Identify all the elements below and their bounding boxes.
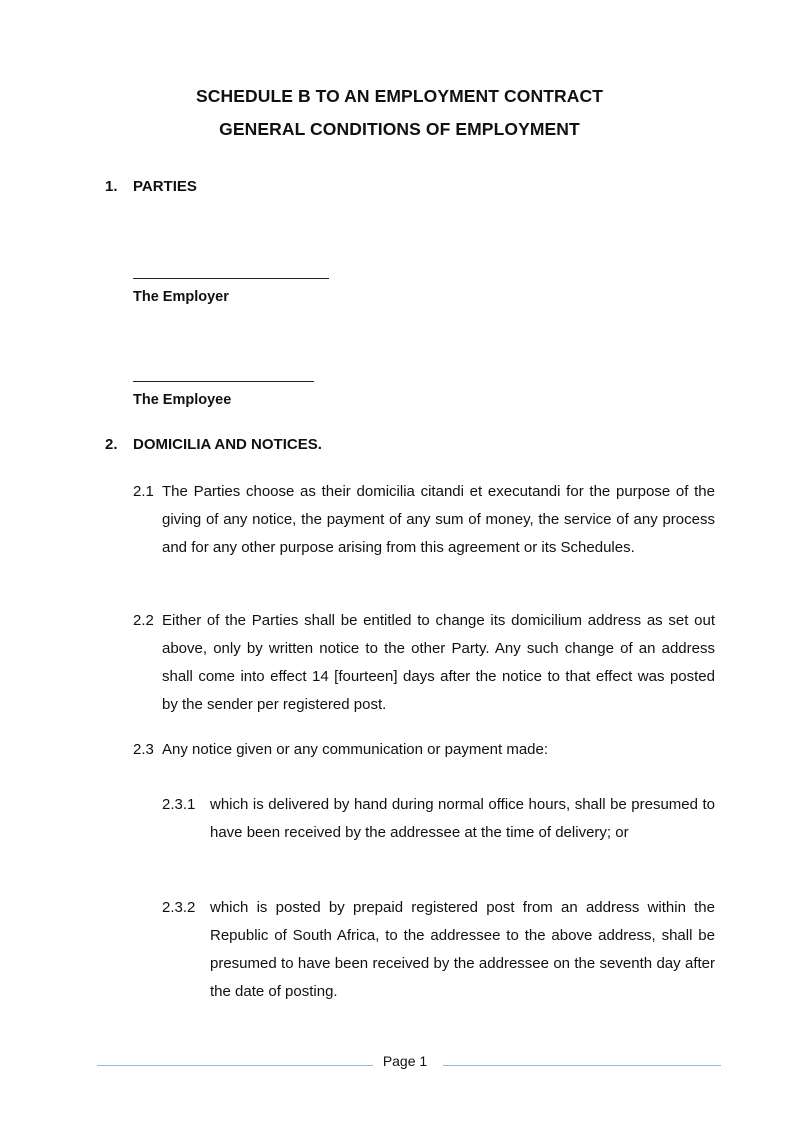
clause-text: Any notice given or any communication or payment made: — [162, 741, 549, 758]
clause-text: Either of the Parties shall be entitled to change its domicilium address as set out above, only by written notice to the other Party. Any such change of an address shall come into effect 14 [fourteen] days after the notice to that effect was posted by the sender per registered post. — [162, 612, 715, 713]
clause-2-2 — [133, 607, 715, 719]
footer-rule-left — [97, 1065, 373, 1066]
clause-2-3-1 — [162, 791, 715, 847]
section-heading-parties — [105, 178, 197, 195]
clause-2-3 — [133, 736, 715, 764]
section-number: 2. — [105, 436, 118, 453]
clause-text: which is delivered by hand during normal office hours, shall be presumed to have been received by the addressee at the time of delivery; or — [210, 796, 715, 841]
section-heading-domicilia — [105, 436, 322, 453]
clause-text: which is posted by prepaid registered post from an address within the Republic of South Africa, to the addressee to the above address, shall be presumed to have been received by the addressee on the seventh day after the date of posting. — [210, 899, 715, 1000]
employee-signature-line — [133, 381, 314, 382]
clause-number: 2.3.1 — [162, 796, 196, 813]
employer-label: The Employer — [133, 289, 229, 305]
section-number: 1. — [105, 178, 118, 195]
clause-number: 2.3.2 — [162, 899, 196, 916]
footer-rule-right — [443, 1065, 721, 1066]
section-title: DOMICILIA AND NOTICES. — [133, 436, 322, 453]
clause-2-1 — [133, 478, 715, 562]
document-subtitle: GENERAL CONDITIONS OF EMPLOYMENT — [219, 119, 580, 139]
employee-label: The Employee — [133, 392, 232, 408]
clause-2-3-2 — [162, 894, 715, 1006]
clause-number: 2.2 — [133, 612, 154, 629]
employer-signature-line — [133, 278, 329, 279]
section-title: PARTIES — [133, 178, 197, 195]
document-title: SCHEDULE B TO AN EMPLOYMENT CONTRACT — [195, 86, 604, 106]
clause-number: 2.1 — [133, 483, 154, 500]
clause-number: 2.3 — [133, 741, 154, 758]
page-number: Page 1 — [382, 1053, 428, 1069]
clause-text: The Parties choose as their domicilia citandi et executandi for the purpose of the giving of any notice, the payment of any sum of money, the service of any process and for any other purpose arising from this agreement or its Schedules. — [162, 483, 715, 556]
